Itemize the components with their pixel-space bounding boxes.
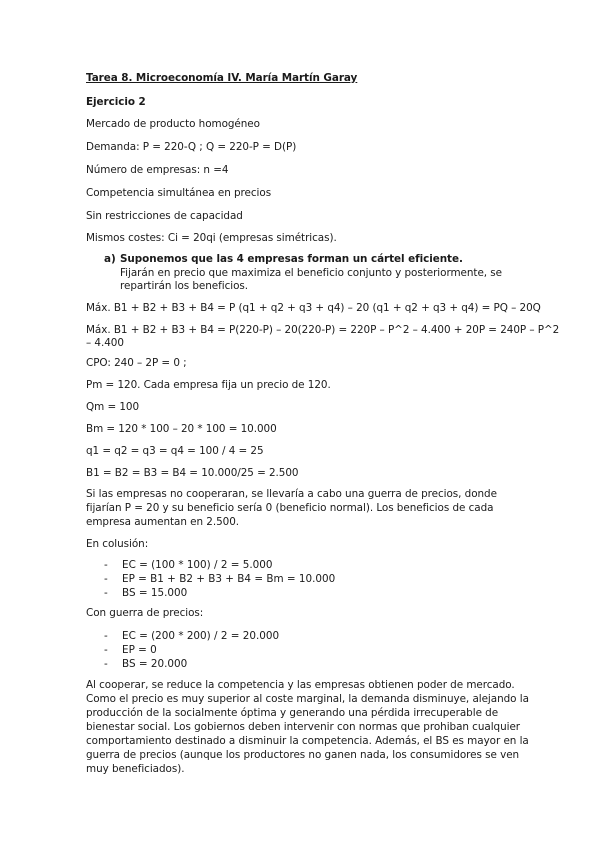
paragraph-line: Al cooperar, se reduce la competencia y las empresas obtienen poder de mercado.	[86, 679, 515, 691]
section-label: En colusión:	[86, 538, 149, 550]
bullet-dash: -	[104, 559, 108, 571]
equation-line: Qm = 100	[86, 401, 140, 413]
paragraph-line: guerra de precios (aunque los productores no ganen nada, los consumidores se ven	[86, 749, 520, 761]
paragraph-line: comportamiento destinado a disminuir la competencia. Además, el BS es mayor en la	[86, 735, 529, 747]
bullet-dash: -	[104, 630, 108, 642]
list-item: EC = (200 * 200) / 2 = 20.000	[122, 630, 280, 642]
setup-line: Sin restricciones de capacidad	[86, 210, 243, 222]
paragraph-line: Si las empresas no cooperaran, se llevaría a cabo una guerra de precios, donde	[86, 488, 497, 500]
equation-line: CPO: 240 – 2P = 0 ;	[86, 357, 187, 369]
bullet-dash: -	[104, 644, 108, 656]
paragraph-line: bienestar social. Los gobiernos deben intervenir con normas que prohiban cualquier	[86, 721, 521, 733]
list-marker: a)	[104, 253, 116, 265]
equation-line: Máx. B1 + B2 + B3 + B4 = P(220-P) – 20(220-P) = 220P – P^2 – 4.400 + 20P = 240P – P^2	[86, 324, 560, 336]
bullet-dash: -	[104, 573, 108, 585]
paragraph-line: muy beneficiados).	[86, 763, 185, 775]
bullet-dash: -	[104, 587, 108, 599]
equation-line: Pm = 120. Cada empresa fija un precio de 120.	[86, 379, 331, 391]
setup-line: Mismos costes: Ci = 20qi (empresas simétricas).	[86, 232, 337, 244]
equation-line: q1 = q2 = q3 = q4 = 100 / 4 = 25	[86, 445, 264, 457]
paragraph-line: fijarían P = 20 y su beneficio sería 0 (beneficio normal). Los beneficios de cada	[86, 502, 494, 514]
item-body-line: Fijarán en precio que maximiza el beneficio conjunto y posteriormente, se	[120, 267, 503, 279]
paragraph-line: Como el precio es muy superior al coste marginal, la demanda disminuye, alejando la	[86, 693, 529, 705]
document-title: Tarea 8. Microeconomía IV. María Martín Garay	[86, 72, 358, 84]
bullet-dash: -	[104, 658, 108, 670]
equation-line: Máx. B1 + B2 + B3 + B4 = P (q1 + q2 + q3 + q4) – 20 (q1 + q2 + q3 + q4) = PQ – 20Q	[86, 302, 541, 314]
list-item: BS = 15.000	[122, 587, 188, 599]
setup-line: Número de empresas: n =4	[86, 164, 229, 176]
list-item: EP = B1 + B2 + B3 + B4 = Bm = 10.000	[122, 573, 336, 585]
item-heading: Suponemos que las 4 empresas forman un cártel eficiente.	[120, 253, 463, 265]
equation-line: Bm = 120 * 100 – 20 * 100 = 10.000	[86, 423, 277, 435]
setup-line: Demanda: P = 220-Q ; Q = 220-P = D(P)	[86, 141, 297, 153]
list-item: EP = 0	[122, 644, 157, 656]
setup-line: Competencia simultánea en precios	[86, 187, 272, 199]
item-body-line: repartirán los beneficios.	[120, 280, 249, 292]
paragraph-line: producción de la socialmente óptima y generando una pérdida irrecuperable de	[86, 707, 499, 719]
list-item: BS = 20.000	[122, 658, 188, 670]
section-label: Con guerra de precios:	[86, 607, 204, 619]
setup-line: Mercado de producto homogéneo	[86, 118, 260, 130]
equation-line: – 4.400	[86, 337, 124, 349]
exercise-heading: Ejercicio 2	[86, 96, 146, 108]
equation-line: B1 = B2 = B3 = B4 = 10.000/25 = 2.500	[86, 467, 299, 479]
paragraph-line: empresa aumentan en 2.500.	[86, 516, 240, 528]
list-item: EC = (100 * 100) / 2 = 5.000	[122, 559, 273, 571]
